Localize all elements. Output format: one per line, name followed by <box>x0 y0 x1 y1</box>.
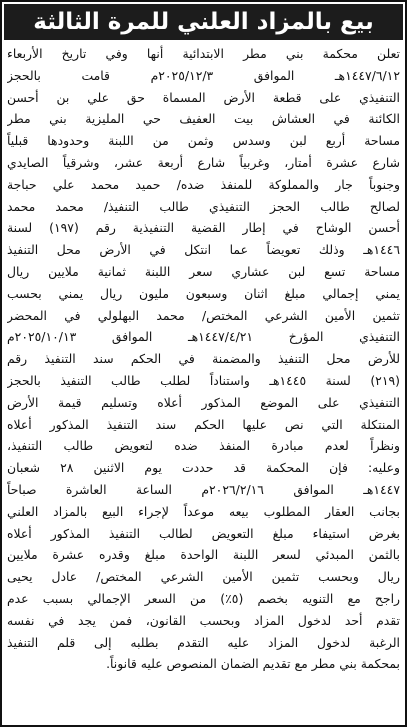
notice-line: مساحة تسع لبن عشاري سعر اللبنة ثمانية ملايين ريال <box>7 263 400 279</box>
notice-line: تعلن محكمة بني مطر الابتدائية أنها وفي تاريخ الأربعاء <box>7 46 400 61</box>
notice-title: بيع بالمزاد العلني للمرة الثالثة <box>4 4 403 40</box>
notice-body <box>7 43 400 723</box>
notice-line: للأرض محل التنفيذ والمضمنة في الحكم سند التنفيذ رقم <box>7 351 400 367</box>
notice-line: ١٤٤٧هـ الموافق ٢٠٢٦/٢/١٦م الساعة العاشرة صباحاً <box>7 481 400 497</box>
notice-line: ريال وبحسب تثمين الأمين الشرعي المختص/ عادل يحيى <box>7 569 400 585</box>
notice-line: المنتكلة التي نص عليها الحكم سند التنفيذ المذكور أعلاه <box>7 416 400 432</box>
notice-line: راجح مع التنويه بخصم (٥٪) من السعر الإجمالي بسبب عدم <box>7 590 400 606</box>
notice-line: ١٤٤٦هـ وذلك تعويضاً عما انتكل في الأرض محل التنفيذ <box>7 242 400 258</box>
notice-line: تقدم أحد لدخول المزاد وبحسب القانون، فمن يجد في نفسه <box>7 612 400 628</box>
notice-line: بجانب العقار المطلوب بيعه موعداً لإجراء البيع بالمزاد العلني <box>7 503 400 519</box>
notice-line: مساحة أربع لبن وسدس وثمن من اللبنة وحدودها قبلياً <box>7 133 400 149</box>
notice-line: الرغبة لدخول المزاد عليه التقدم بطلبه إلى قلم التنفيذ <box>7 634 400 650</box>
notice-line: بالثمن المبدئي لسعر اللبنة الواحدة مبلغ وقدره عشرة ملايين <box>7 547 400 563</box>
notice-line: (٢١٩) لسنة ١٤٤٥هـ واستناداً لطلب طالب التنفيذ بالحجز <box>7 372 400 388</box>
notice-line: وعليه: فإن المحكمة قد حددت يوم الاثنين ٢٨ شعبان <box>7 460 400 476</box>
notice-line: لصالح طالب الحجز التنفيذي طالب التنفيذ/ محمد محمد <box>7 198 400 214</box>
notice-line: الكائنة في العشاش بيت العفيف حي المليزية بني مطر <box>7 111 400 127</box>
notice-line: التنفيذي المؤرخ ١٤٤٧/٤/٢١هـ الموافق ٢٠٢٥/١٠/١٣م <box>7 329 400 345</box>
notice-line: التنفيذي على قطعة الأرض المسماة حق علي بن أحسن <box>7 89 400 105</box>
notice-line: ونظراً لعدم مبادرة المنفذ ضده لتعويض طالب التنفيذ، <box>7 438 400 454</box>
notice-line: وجنوباً جار والمملوكة للمنفذ ضده/ حميد محمد علي حباجة <box>7 176 400 192</box>
notice-line: بغرض استيفاء مبلغ التعويض لطالب التنفيذ المذكور أعلاه <box>7 525 400 541</box>
notice-line: يمني إجمالي مبلغ اثنان وسبعون مليون ريال يمني بحسب <box>7 285 400 301</box>
notice-line: ١٤٤٧/٦/١٢هـ الموافق ٢٠٢٥/١٢/٣م قامت بالحجز <box>7 67 400 83</box>
notice-line: شارع عشرة أمتار، وغربياً شارع أربعة عشر، وشرقياً الصايدي <box>7 154 400 170</box>
notice-line: تثمين الأمين الشرعي المختص/ محمد البهلولي في المحضر <box>7 307 400 323</box>
notice-line: التنفيذي على الموضع المذكور أعلاه وتسليم قيمة الأرض <box>7 394 400 410</box>
notice-line: بمحكمة بني مطر مع تقديم الضمان المنصوص عليه قانوناً. <box>106 656 400 672</box>
notice-line: أحسن الوشاح في إطار القضية التنفيذية رقم (١٩٧) لسنة <box>7 220 400 236</box>
